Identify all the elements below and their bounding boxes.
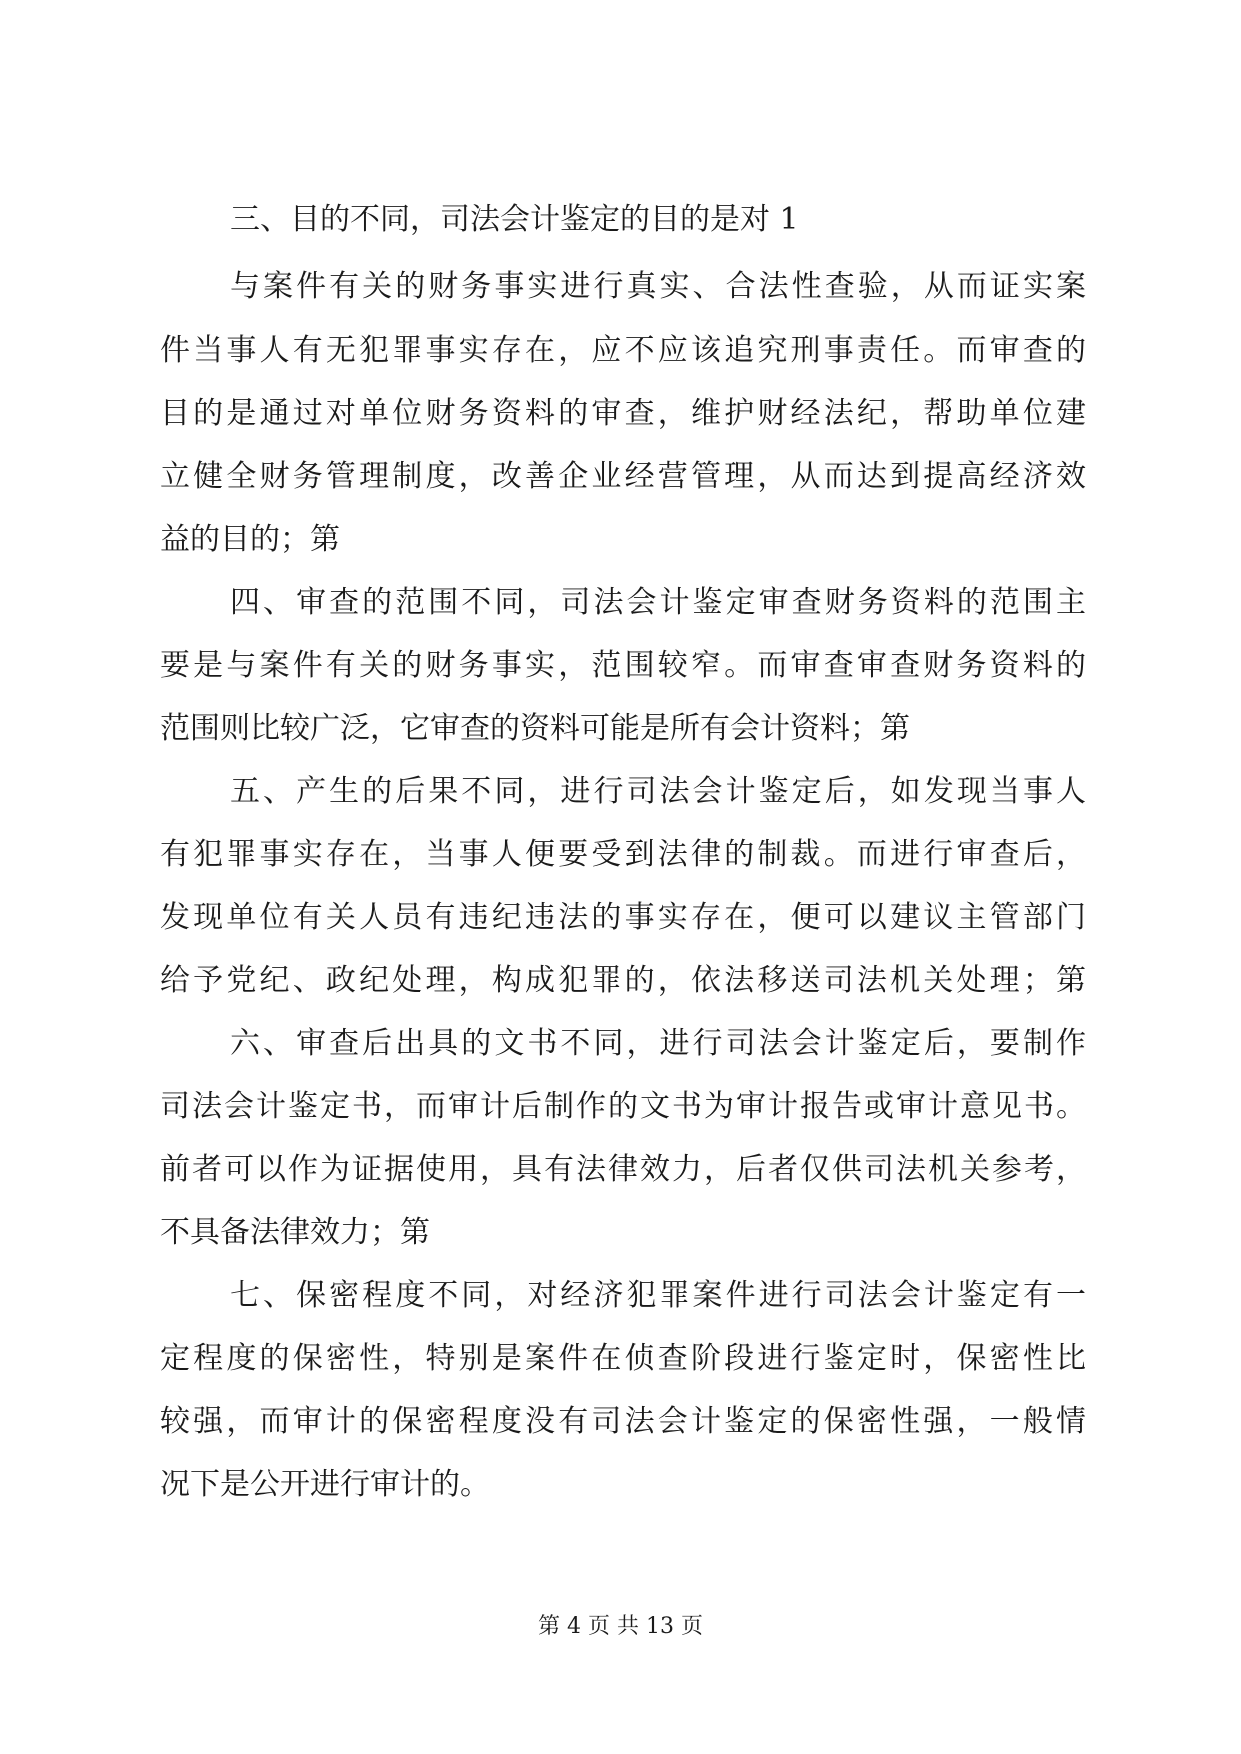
text-line-17: 不具备法律效力；第 xyxy=(160,1215,430,1250)
text-line-1: 三、目的不同，司法会计鉴定的目的是对 1 xyxy=(230,202,799,237)
text-line-19: 定程度的保密性，特别是案件在侦查阶段进行鉴定时，保密性比 xyxy=(160,1341,1086,1376)
text-line-7: 四、审查的范围不同，司法会计鉴定审查财务资料的范围主 xyxy=(230,585,1086,620)
text-line-6: 益的目的；第 xyxy=(160,522,340,557)
page-number-footer: 第 4 页 共 13 页 xyxy=(538,1614,703,1639)
text-line-14: 六、审查后出具的文书不同，进行司法会计鉴定后，要制作 xyxy=(230,1026,1086,1061)
text-line-11: 有犯罪事实存在，当事人便要受到法律的制裁。而进行审查后， xyxy=(160,837,1086,872)
text-line-5: 立健全财务管理制度，改善企业经营管理，从而达到提高经济效 xyxy=(160,459,1086,494)
text-line-8: 要是与案件有关的财务事实，范围较窄。而审查审查财务资料的 xyxy=(160,648,1086,683)
text-line-9: 范围则比较广泛，它审查的资料可能是所有会计资料；第 xyxy=(160,711,910,746)
text-line-16: 前者可以作为证据使用，具有法律效力，后者仅供司法机关参考， xyxy=(160,1152,1086,1187)
text-line-21: 况下是公开进行审计的。 xyxy=(160,1467,490,1502)
text-line-4: 目的是通过对单位财务资料的审查，维护财经法纪，帮助单位建 xyxy=(160,396,1086,431)
text-line-20: 较强，而审计的保密程度没有司法会计鉴定的保密性强，一般情 xyxy=(160,1404,1086,1439)
text-line-10: 五、产生的后果不同，进行司法会计鉴定后，如发现当事人 xyxy=(230,774,1086,809)
text-line-3: 件当事人有无犯罪事实存在，应不应该追究刑事责任。而审查的 xyxy=(160,333,1086,368)
text-line-15: 司法会计鉴定书，而审计后制作的文书为审计报告或审计意见书。 xyxy=(160,1089,1086,1124)
text-line-12: 发现单位有关人员有违纪违法的事实存在，便可以建议主管部门 xyxy=(160,900,1086,935)
text-line-13: 给予党纪、政纪处理，构成犯罪的，依法移送司法机关处理；第 xyxy=(160,963,1086,998)
text-line-2: 与案件有关的财务事实进行真实、合法性查验，从而证实案 xyxy=(230,269,1086,304)
text-line-18: 七、保密程度不同，对经济犯罪案件进行司法会计鉴定有一 xyxy=(230,1278,1086,1313)
